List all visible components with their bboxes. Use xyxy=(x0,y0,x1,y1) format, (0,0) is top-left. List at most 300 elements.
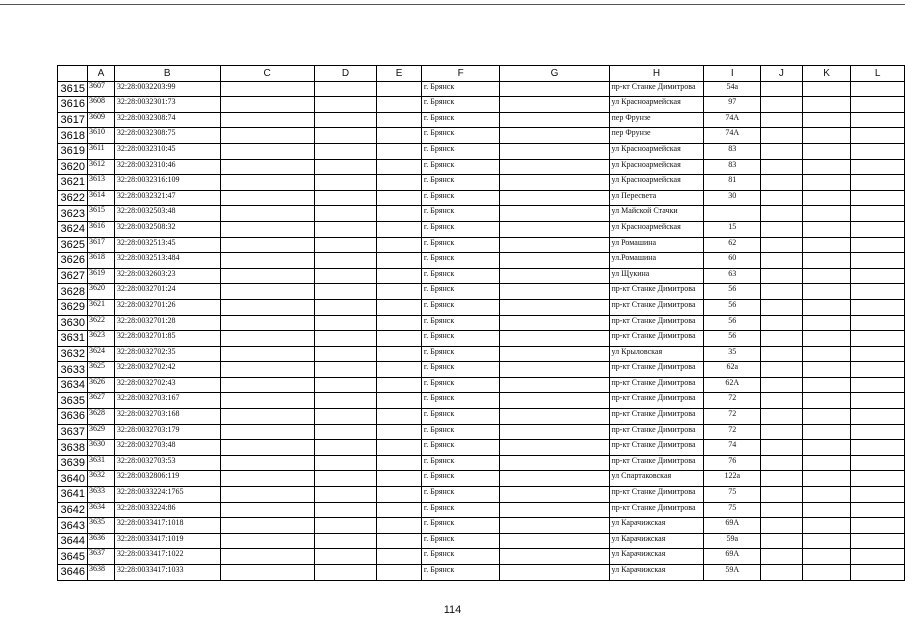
cell-a[interactable]: 3621 xyxy=(87,299,114,315)
cell-c[interactable] xyxy=(220,377,314,393)
cell-g[interactable] xyxy=(500,518,609,534)
cell-h[interactable]: пр-кт Станке Димитрова xyxy=(609,455,704,471)
cell-l[interactable] xyxy=(851,97,905,113)
cell-a[interactable]: 3616 xyxy=(87,221,114,237)
cell-b[interactable]: 32:28:0032503:48 xyxy=(114,206,220,222)
cell-f[interactable]: г. Брянск xyxy=(421,502,500,518)
cell-g[interactable] xyxy=(500,175,609,191)
cell-g[interactable] xyxy=(500,143,609,159)
cell-a[interactable]: 3625 xyxy=(87,362,114,378)
column-header-d[interactable]: D xyxy=(314,66,376,82)
cell-c[interactable] xyxy=(220,175,314,191)
cell-a[interactable]: 3627 xyxy=(87,393,114,409)
cell-l[interactable] xyxy=(851,331,905,347)
cell-l[interactable] xyxy=(851,81,905,97)
cell-l[interactable] xyxy=(851,253,905,269)
cell-k[interactable] xyxy=(802,518,851,534)
cell-h[interactable]: ул Красноармейская xyxy=(609,143,704,159)
cell-b[interactable]: 32:28:0032702:42 xyxy=(114,362,220,378)
cell-j[interactable] xyxy=(761,455,803,471)
cell-d[interactable] xyxy=(314,502,376,518)
cell-d[interactable] xyxy=(314,565,376,581)
cell-l[interactable] xyxy=(851,112,905,128)
cell-i[interactable]: 74 xyxy=(704,440,761,456)
cell-g[interactable] xyxy=(500,440,609,456)
row-number[interactable]: 3621 xyxy=(58,175,88,191)
cell-i[interactable]: 59а xyxy=(704,533,761,549)
cell-h[interactable]: пр-кт Станке Димитрова xyxy=(609,331,704,347)
row-number[interactable]: 3629 xyxy=(58,299,88,315)
cell-b[interactable]: 32:28:0032603:23 xyxy=(114,268,220,284)
cell-g[interactable] xyxy=(500,190,609,206)
cell-a[interactable]: 3619 xyxy=(87,268,114,284)
cell-a[interactable]: 3634 xyxy=(87,502,114,518)
cell-b[interactable]: 32:28:0032513:45 xyxy=(114,237,220,253)
cell-i[interactable]: 35 xyxy=(704,346,761,362)
cell-d[interactable] xyxy=(314,362,376,378)
row-number[interactable]: 3643 xyxy=(58,518,88,534)
cell-l[interactable] xyxy=(851,299,905,315)
column-header-k[interactable]: K xyxy=(802,66,851,82)
cell-a[interactable]: 3613 xyxy=(87,175,114,191)
cell-g[interactable] xyxy=(500,424,609,440)
cell-l[interactable] xyxy=(851,362,905,378)
cell-c[interactable] xyxy=(220,346,314,362)
cell-l[interactable] xyxy=(851,533,905,549)
cell-e[interactable] xyxy=(377,253,422,269)
cell-e[interactable] xyxy=(377,175,422,191)
cell-k[interactable] xyxy=(802,112,851,128)
row-number[interactable]: 3626 xyxy=(58,253,88,269)
cell-j[interactable] xyxy=(761,253,803,269)
cell-k[interactable] xyxy=(802,487,851,503)
cell-i[interactable]: 62 xyxy=(704,237,761,253)
cell-g[interactable] xyxy=(500,237,609,253)
cell-b[interactable]: 32:28:0032508:32 xyxy=(114,221,220,237)
cell-c[interactable] xyxy=(220,533,314,549)
cell-k[interactable] xyxy=(802,471,851,487)
cell-a[interactable]: 3629 xyxy=(87,424,114,440)
cell-d[interactable] xyxy=(314,549,376,565)
cell-f[interactable]: г. Брянск xyxy=(421,268,500,284)
cell-c[interactable] xyxy=(220,331,314,347)
cell-e[interactable] xyxy=(377,502,422,518)
cell-b[interactable]: 32:28:0032703:48 xyxy=(114,440,220,456)
cell-f[interactable]: г. Брянск xyxy=(421,221,500,237)
column-header-h[interactable]: H xyxy=(609,66,704,82)
cell-k[interactable] xyxy=(802,128,851,144)
column-header-b[interactable]: B xyxy=(114,66,220,82)
cell-e[interactable] xyxy=(377,112,422,128)
cell-g[interactable] xyxy=(500,299,609,315)
cell-g[interactable] xyxy=(500,81,609,97)
cell-h[interactable]: ул Красноармейская xyxy=(609,175,704,191)
cell-b[interactable]: 32:28:0032301:73 xyxy=(114,97,220,113)
cell-d[interactable] xyxy=(314,377,376,393)
cell-h[interactable]: пер Фрунзе xyxy=(609,112,704,128)
cell-a[interactable]: 3609 xyxy=(87,112,114,128)
cell-e[interactable] xyxy=(377,221,422,237)
cell-k[interactable] xyxy=(802,268,851,284)
cell-b[interactable]: 32:28:0033417:1018 xyxy=(114,518,220,534)
cell-h[interactable]: ул Карачижская xyxy=(609,518,704,534)
cell-b[interactable]: 32:28:0032310:45 xyxy=(114,143,220,159)
cell-g[interactable] xyxy=(500,377,609,393)
cell-c[interactable] xyxy=(220,190,314,206)
cell-d[interactable] xyxy=(314,299,376,315)
cell-b[interactable]: 32:28:0032316:109 xyxy=(114,175,220,191)
cell-k[interactable] xyxy=(802,253,851,269)
cell-e[interactable] xyxy=(377,128,422,144)
cell-i[interactable]: 56 xyxy=(704,331,761,347)
row-number[interactable]: 3645 xyxy=(58,549,88,565)
cell-b[interactable]: 32:28:0032806:119 xyxy=(114,471,220,487)
cell-a[interactable]: 3628 xyxy=(87,409,114,425)
row-number[interactable]: 3634 xyxy=(58,377,88,393)
cell-k[interactable] xyxy=(802,284,851,300)
row-number[interactable]: 3630 xyxy=(58,315,88,331)
cell-e[interactable] xyxy=(377,409,422,425)
cell-i[interactable]: 56 xyxy=(704,315,761,331)
cell-f[interactable]: г. Брянск xyxy=(421,237,500,253)
row-number[interactable]: 3637 xyxy=(58,424,88,440)
cell-f[interactable]: г. Брянск xyxy=(421,424,500,440)
cell-c[interactable] xyxy=(220,393,314,409)
cell-h[interactable]: ул Карачижская xyxy=(609,533,704,549)
cell-d[interactable] xyxy=(314,128,376,144)
cell-e[interactable] xyxy=(377,331,422,347)
cell-g[interactable] xyxy=(500,393,609,409)
cell-i[interactable]: 81 xyxy=(704,175,761,191)
row-number[interactable]: 3623 xyxy=(58,206,88,222)
cell-h[interactable]: пр-кт Станке Димитрова xyxy=(609,424,704,440)
cell-j[interactable] xyxy=(761,221,803,237)
cell-h[interactable]: пр-кт Станке Димитрова xyxy=(609,409,704,425)
cell-b[interactable]: 32:28:0032701:85 xyxy=(114,331,220,347)
cell-e[interactable] xyxy=(377,206,422,222)
cell-b[interactable]: 32:28:0032310:46 xyxy=(114,159,220,175)
cell-b[interactable]: 32:28:0033417:1022 xyxy=(114,549,220,565)
cell-k[interactable] xyxy=(802,143,851,159)
cell-c[interactable] xyxy=(220,455,314,471)
cell-f[interactable]: г. Брянск xyxy=(421,315,500,331)
cell-l[interactable] xyxy=(851,502,905,518)
cell-a[interactable]: 3622 xyxy=(87,315,114,331)
cell-j[interactable] xyxy=(761,362,803,378)
cell-l[interactable] xyxy=(851,128,905,144)
cell-a[interactable]: 3612 xyxy=(87,159,114,175)
cell-k[interactable] xyxy=(802,159,851,175)
cell-c[interactable] xyxy=(220,424,314,440)
cell-f[interactable]: г. Брянск xyxy=(421,565,500,581)
cell-e[interactable] xyxy=(377,81,422,97)
cell-g[interactable] xyxy=(500,471,609,487)
cell-j[interactable] xyxy=(761,175,803,191)
cell-f[interactable]: г. Брянск xyxy=(421,346,500,362)
cell-e[interactable] xyxy=(377,455,422,471)
cell-d[interactable] xyxy=(314,518,376,534)
cell-l[interactable] xyxy=(851,175,905,191)
cell-h[interactable]: ул Красноармейская xyxy=(609,159,704,175)
row-number[interactable]: 3618 xyxy=(58,128,88,144)
cell-l[interactable] xyxy=(851,471,905,487)
cell-l[interactable] xyxy=(851,409,905,425)
cell-h[interactable]: пр-кт Станке Димитрова xyxy=(609,284,704,300)
cell-g[interactable] xyxy=(500,128,609,144)
row-number[interactable]: 3642 xyxy=(58,502,88,518)
cell-c[interactable] xyxy=(220,112,314,128)
cell-c[interactable] xyxy=(220,409,314,425)
cell-c[interactable] xyxy=(220,159,314,175)
cell-e[interactable] xyxy=(377,284,422,300)
cell-k[interactable] xyxy=(802,190,851,206)
cell-h[interactable]: ул.Ромашина xyxy=(609,253,704,269)
cell-d[interactable] xyxy=(314,221,376,237)
cell-a[interactable]: 3620 xyxy=(87,284,114,300)
cell-l[interactable] xyxy=(851,315,905,331)
cell-j[interactable] xyxy=(761,315,803,331)
cell-h[interactable]: ул Ромашина xyxy=(609,237,704,253)
cell-k[interactable] xyxy=(802,81,851,97)
cell-c[interactable] xyxy=(220,315,314,331)
cell-c[interactable] xyxy=(220,471,314,487)
cell-h[interactable]: ул Карачижская xyxy=(609,565,704,581)
cell-i[interactable]: 69А xyxy=(704,518,761,534)
cell-i[interactable]: 74А xyxy=(704,112,761,128)
cell-d[interactable] xyxy=(314,175,376,191)
cell-g[interactable] xyxy=(500,253,609,269)
cell-a[interactable]: 3618 xyxy=(87,253,114,269)
cell-i[interactable]: 74А xyxy=(704,128,761,144)
row-number[interactable]: 3615 xyxy=(58,81,88,97)
cell-i[interactable]: 72 xyxy=(704,424,761,440)
cell-d[interactable] xyxy=(314,331,376,347)
cell-h[interactable]: пр-кт Станке Димитрова xyxy=(609,502,704,518)
cell-j[interactable] xyxy=(761,284,803,300)
row-number[interactable]: 3627 xyxy=(58,268,88,284)
cell-a[interactable]: 3607 xyxy=(87,81,114,97)
cell-d[interactable] xyxy=(314,487,376,503)
cell-l[interactable] xyxy=(851,268,905,284)
cell-f[interactable]: г. Брянск xyxy=(421,159,500,175)
cell-i[interactable]: 62а xyxy=(704,362,761,378)
cell-l[interactable] xyxy=(851,159,905,175)
cell-j[interactable] xyxy=(761,377,803,393)
cell-h[interactable]: ул Спартаковская xyxy=(609,471,704,487)
cell-c[interactable] xyxy=(220,97,314,113)
cell-c[interactable] xyxy=(220,206,314,222)
cell-h[interactable]: пр-кт Станке Димитрова xyxy=(609,315,704,331)
cell-g[interactable] xyxy=(500,331,609,347)
row-number[interactable]: 3640 xyxy=(58,471,88,487)
cell-c[interactable] xyxy=(220,221,314,237)
cell-k[interactable] xyxy=(802,502,851,518)
cell-a[interactable]: 3630 xyxy=(87,440,114,456)
cell-b[interactable]: 32:28:0032321:47 xyxy=(114,190,220,206)
cell-j[interactable] xyxy=(761,518,803,534)
cell-j[interactable] xyxy=(761,331,803,347)
cell-l[interactable] xyxy=(851,455,905,471)
cell-j[interactable] xyxy=(761,393,803,409)
cell-k[interactable] xyxy=(802,221,851,237)
cell-e[interactable] xyxy=(377,565,422,581)
cell-c[interactable] xyxy=(220,268,314,284)
cell-g[interactable] xyxy=(500,159,609,175)
cell-g[interactable] xyxy=(500,455,609,471)
cell-i[interactable]: 63 xyxy=(704,268,761,284)
cell-d[interactable] xyxy=(314,97,376,113)
cell-a[interactable]: 3624 xyxy=(87,346,114,362)
column-header-c[interactable]: C xyxy=(220,66,314,82)
cell-l[interactable] xyxy=(851,237,905,253)
cell-d[interactable] xyxy=(314,190,376,206)
cell-g[interactable] xyxy=(500,268,609,284)
cell-a[interactable]: 3615 xyxy=(87,206,114,222)
cell-d[interactable] xyxy=(314,237,376,253)
cell-b[interactable]: 32:28:0032308:75 xyxy=(114,128,220,144)
cell-e[interactable] xyxy=(377,143,422,159)
row-number[interactable]: 3617 xyxy=(58,112,88,128)
cell-b[interactable]: 32:28:0032701:28 xyxy=(114,315,220,331)
cell-a[interactable]: 3633 xyxy=(87,487,114,503)
cell-j[interactable] xyxy=(761,299,803,315)
cell-h[interactable]: пер Фрунзе xyxy=(609,128,704,144)
cell-f[interactable]: г. Брянск xyxy=(421,175,500,191)
cell-b[interactable]: 32:28:0032701:24 xyxy=(114,284,220,300)
cell-d[interactable] xyxy=(314,284,376,300)
cell-c[interactable] xyxy=(220,565,314,581)
row-number[interactable]: 3633 xyxy=(58,362,88,378)
cell-f[interactable]: г. Брянск xyxy=(421,393,500,409)
cell-d[interactable] xyxy=(314,268,376,284)
cell-i[interactable]: 62А xyxy=(704,377,761,393)
cell-f[interactable]: г. Брянск xyxy=(421,97,500,113)
cell-h[interactable]: ул Крыловская xyxy=(609,346,704,362)
cell-a[interactable]: 3638 xyxy=(87,565,114,581)
cell-i[interactable]: 75 xyxy=(704,502,761,518)
cell-f[interactable]: г. Брянск xyxy=(421,377,500,393)
cell-h[interactable]: ул Карачижская xyxy=(609,549,704,565)
cell-k[interactable] xyxy=(802,424,851,440)
cell-f[interactable]: г. Брянск xyxy=(421,471,500,487)
cell-g[interactable] xyxy=(500,487,609,503)
cell-g[interactable] xyxy=(500,533,609,549)
cell-k[interactable] xyxy=(802,346,851,362)
cell-l[interactable] xyxy=(851,393,905,409)
cell-e[interactable] xyxy=(377,487,422,503)
cell-b[interactable]: 32:28:0032703:53 xyxy=(114,455,220,471)
cell-j[interactable] xyxy=(761,424,803,440)
cell-a[interactable]: 3611 xyxy=(87,143,114,159)
cell-k[interactable] xyxy=(802,315,851,331)
cell-b[interactable]: 32:28:0032703:179 xyxy=(114,424,220,440)
cell-k[interactable] xyxy=(802,377,851,393)
cell-h[interactable]: пр-кт Станке Димитрова xyxy=(609,299,704,315)
cell-f[interactable]: г. Брянск xyxy=(421,440,500,456)
cell-c[interactable] xyxy=(220,487,314,503)
column-header-l[interactable]: L xyxy=(851,66,905,82)
cell-i[interactable]: 54а xyxy=(704,81,761,97)
row-number[interactable]: 3619 xyxy=(58,143,88,159)
cell-j[interactable] xyxy=(761,268,803,284)
cell-i[interactable]: 83 xyxy=(704,159,761,175)
cell-e[interactable] xyxy=(377,533,422,549)
cell-l[interactable] xyxy=(851,221,905,237)
cell-e[interactable] xyxy=(377,190,422,206)
cell-e[interactable] xyxy=(377,346,422,362)
cell-g[interactable] xyxy=(500,549,609,565)
cell-c[interactable] xyxy=(220,81,314,97)
cell-c[interactable] xyxy=(220,143,314,159)
cell-i[interactable]: 75 xyxy=(704,487,761,503)
row-number[interactable]: 3646 xyxy=(58,565,88,581)
cell-i[interactable]: 122а xyxy=(704,471,761,487)
row-number[interactable]: 3628 xyxy=(58,284,88,300)
cell-k[interactable] xyxy=(802,331,851,347)
cell-c[interactable] xyxy=(220,253,314,269)
cell-d[interactable] xyxy=(314,471,376,487)
cell-g[interactable] xyxy=(500,112,609,128)
cell-b[interactable]: 32:28:0033224:1765 xyxy=(114,487,220,503)
cell-j[interactable] xyxy=(761,346,803,362)
row-number[interactable]: 3625 xyxy=(58,237,88,253)
cell-e[interactable] xyxy=(377,377,422,393)
cell-k[interactable] xyxy=(802,175,851,191)
cell-e[interactable] xyxy=(377,237,422,253)
cell-g[interactable] xyxy=(500,565,609,581)
cell-i[interactable]: 56 xyxy=(704,299,761,315)
cell-a[interactable]: 3623 xyxy=(87,331,114,347)
cell-e[interactable] xyxy=(377,362,422,378)
cell-l[interactable] xyxy=(851,143,905,159)
cell-f[interactable]: г. Брянск xyxy=(421,128,500,144)
cell-e[interactable] xyxy=(377,393,422,409)
cell-i[interactable]: 76 xyxy=(704,455,761,471)
cell-g[interactable] xyxy=(500,346,609,362)
cell-f[interactable]: г. Брянск xyxy=(421,533,500,549)
cell-f[interactable]: г. Брянск xyxy=(421,487,500,503)
cell-b[interactable]: 32:28:0032513:484 xyxy=(114,253,220,269)
cell-d[interactable] xyxy=(314,143,376,159)
cell-i[interactable]: 15 xyxy=(704,221,761,237)
cell-k[interactable] xyxy=(802,440,851,456)
cell-h[interactable]: пр-кт Станке Димитрова xyxy=(609,487,704,503)
cell-j[interactable] xyxy=(761,237,803,253)
cell-h[interactable]: ул Пересвета xyxy=(609,190,704,206)
cell-h[interactable]: ул Майской Стачки xyxy=(609,206,704,222)
cell-a[interactable]: 3635 xyxy=(87,518,114,534)
cell-b[interactable]: 32:28:0032308:74 xyxy=(114,112,220,128)
cell-f[interactable]: г. Брянск xyxy=(421,81,500,97)
cell-h[interactable]: пр-кт Станке Димитрова xyxy=(609,393,704,409)
cell-j[interactable] xyxy=(761,502,803,518)
cell-g[interactable] xyxy=(500,362,609,378)
cell-l[interactable] xyxy=(851,377,905,393)
cell-f[interactable]: г. Брянск xyxy=(421,284,500,300)
cell-f[interactable]: г. Брянск xyxy=(421,206,500,222)
cell-e[interactable] xyxy=(377,315,422,331)
cell-a[interactable]: 3632 xyxy=(87,471,114,487)
cell-d[interactable] xyxy=(314,424,376,440)
cell-f[interactable]: г. Брянск xyxy=(421,190,500,206)
cell-i[interactable]: 56 xyxy=(704,284,761,300)
cell-l[interactable] xyxy=(851,284,905,300)
cell-c[interactable] xyxy=(220,237,314,253)
cell-j[interactable] xyxy=(761,549,803,565)
row-number[interactable]: 3616 xyxy=(58,97,88,113)
cell-i[interactable]: 69А xyxy=(704,549,761,565)
cell-k[interactable] xyxy=(802,455,851,471)
